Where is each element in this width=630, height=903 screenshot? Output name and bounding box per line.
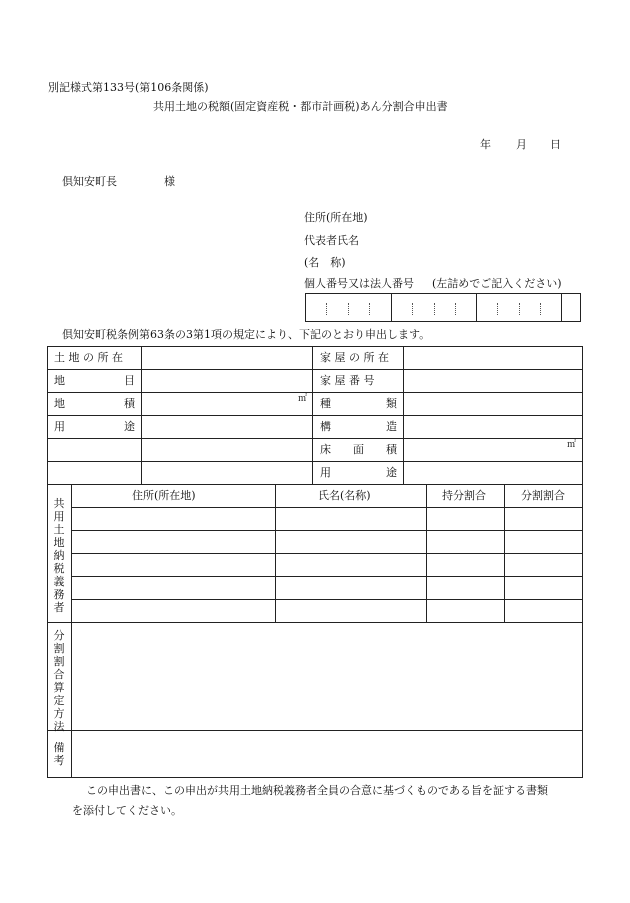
land-location-label: 土 地 の 所 在 — [54, 351, 123, 364]
form-number: 別記様式第133号(第106条関係) — [48, 81, 209, 94]
land-category-label-b: 目 — [124, 374, 135, 387]
method-field[interactable] — [72, 623, 582, 730]
taxpayers-col-name: 氏名(名称) — [318, 489, 371, 502]
land-use-label-b: 途 — [124, 420, 135, 433]
applicant-id-label: 個人番号又は法人番号 — [304, 277, 414, 290]
footer-note-line2: を添付してください。 — [72, 804, 182, 817]
house-use-label-a: 用 — [320, 466, 331, 479]
land-use-field[interactable] — [142, 416, 312, 438]
addressee-name: 倶知安町長 — [62, 175, 117, 188]
taxpayer-row[interactable] — [72, 508, 582, 530]
land-use-label-a: 用 — [54, 420, 65, 433]
taxpayer-row[interactable] — [72, 554, 582, 576]
house-floor-area-field[interactable] — [404, 439, 564, 461]
applicant-address-label: 住所(所在地) — [304, 211, 368, 224]
taxpayers-col-split: 分割割合 — [521, 489, 565, 502]
land-area-label-a: 地 — [54, 397, 65, 410]
addressee-honorific: 様 — [164, 175, 175, 188]
land-location-field[interactable] — [142, 347, 312, 369]
remarks-field[interactable] — [72, 731, 582, 777]
house-kind-field[interactable] — [404, 393, 582, 415]
house-number-field[interactable] — [404, 370, 582, 392]
intro-text: 倶知安町税条例第63条の3第1項の規定により、下記のとおり申出します。 — [62, 328, 431, 341]
footer-note-line1: この申出書に、この申出が共用土地納税義務者全員の合意に基づくものである旨を証する書類 — [86, 784, 548, 797]
applicant-representative-label: 代表者氏名 — [304, 234, 359, 247]
house-structure-label-b: 造 — [386, 420, 397, 433]
land-area-label-b: 積 — [124, 397, 135, 410]
house-structure-field[interactable] — [404, 416, 582, 438]
house-floor-area-unit: ㎡ — [567, 440, 577, 450]
house-structure-label-a: 構 — [320, 420, 331, 433]
house-number-label: 家 屋 番 号 — [320, 374, 375, 387]
house-kind-label-b: 類 — [386, 397, 397, 410]
house-floor-area-label-c: 積 — [386, 443, 397, 456]
date-month: 月 — [516, 138, 527, 151]
house-use-field[interactable] — [404, 462, 582, 484]
taxpayer-row[interactable] — [72, 600, 582, 622]
applicant-id-note: (左詰めでご記入ください) — [432, 277, 562, 290]
land-category-label-a: 地 — [54, 374, 65, 387]
date-day: 日 — [550, 138, 561, 151]
taxpayers-col-share: 持分割合 — [442, 489, 486, 502]
house-location-field[interactable] — [404, 347, 582, 369]
taxpayers-section-label: 共用土地納税義務者 — [53, 497, 65, 614]
house-kind-label-a: 種 — [320, 397, 331, 410]
house-floor-area-label-b: 面 — [353, 443, 364, 456]
house-use-label-b: 途 — [386, 466, 397, 479]
taxpayers-col-address: 住所(所在地) — [132, 489, 196, 502]
land-area-unit: ㎡ — [298, 394, 308, 404]
house-floor-area-label-a: 床 — [320, 443, 331, 456]
house-location-label: 家 屋 の 所 在 — [320, 351, 389, 364]
taxpayer-row[interactable] — [72, 531, 582, 553]
land-area-field[interactable] — [142, 393, 292, 415]
applicant-name-label: (名 称) — [304, 256, 346, 269]
taxpayer-row[interactable] — [72, 577, 582, 599]
land-category-field[interactable] — [142, 370, 312, 392]
method-label: 分割割合算定方法 — [53, 629, 65, 733]
form-title: 共用土地の税額(固定資産税・都市計画税)あん分割合申出書 — [153, 100, 448, 113]
remarks-label: 備考 — [53, 741, 65, 767]
date-year: 年 — [480, 138, 491, 151]
